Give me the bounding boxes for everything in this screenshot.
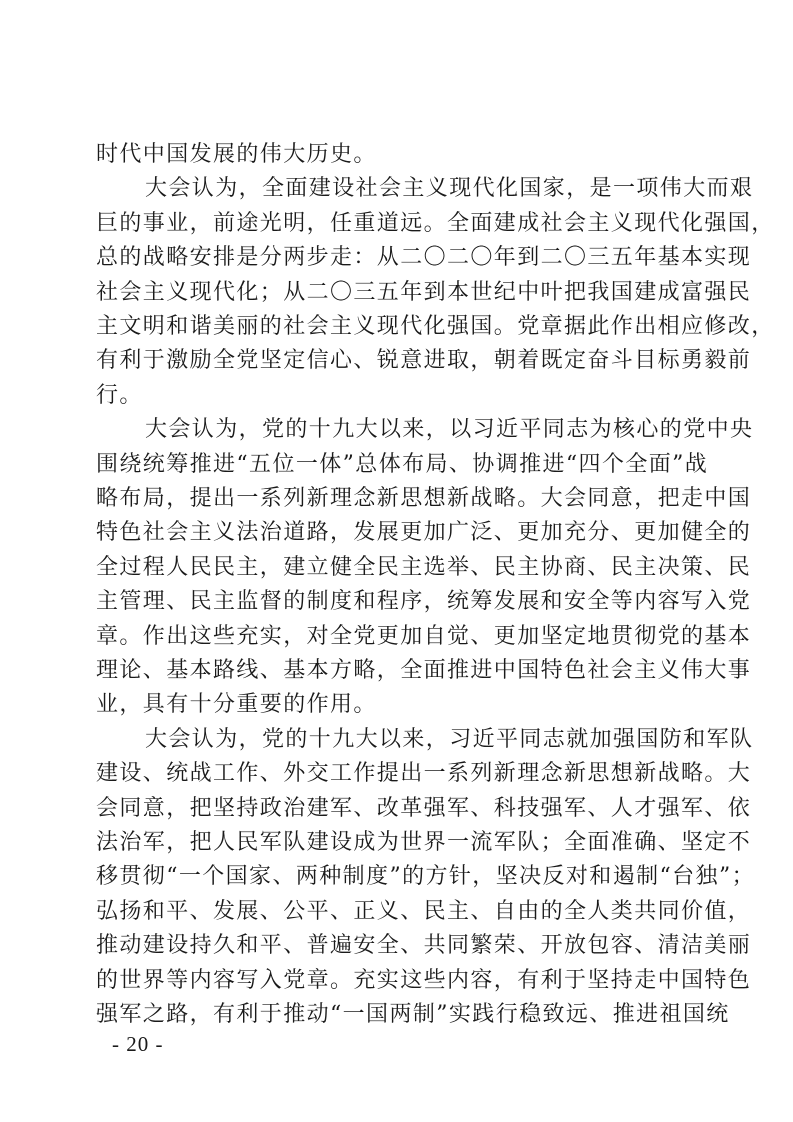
paragraph-first-line: 大会认为，党的十九大以来，习近平同志就加强国防和军队 <box>145 727 754 752</box>
text-line: 的世界等内容写入党章。充实这些内容，有利于坚持走中国特色 <box>96 968 752 993</box>
text-line: 主文明和谐美丽的社会主义现代化强国。党章据此作出相应修改， <box>96 314 775 339</box>
text-line: 时代中国发展的伟大历史。 <box>96 142 377 167</box>
text-line: 会同意，把坚持政治建军、改革强军、科技强军、人才强军、依 <box>96 796 752 821</box>
text-line: 强军之路，有利于推动“一国两制”实践行稳致远、推进祖国统 <box>96 1002 730 1027</box>
text-line: 弘扬和平、发展、公平、正义、民主、自由的全人类共同价值， <box>96 899 752 924</box>
text-line: 法治军，把人民军队建设成为世界一流军队；全面准确、坚定不 <box>96 830 752 855</box>
text-line: 主管理、民主监督的制度和程序，统筹发展和安全等内容写入党 <box>96 589 752 614</box>
text-line: 特色社会主义法治道路，发展更加广泛、更加充分、更加健全的 <box>96 520 752 545</box>
text-line: 略布局，提出一系列新理念新思想新战略。大会同意，把走中国 <box>96 486 752 511</box>
text-line: 业，具有十分重要的作用。 <box>96 692 377 717</box>
text-line: 社会主义现代化；从二〇三五年到本世纪中叶把我国建成富强民 <box>96 280 752 305</box>
paragraph-first-line: 大会认为，党的十九大以来，以习近平同志为核心的党中央 <box>145 417 754 442</box>
text-line: 围绕统筹推进“五位一体”总体布局、协调推进“四个全面”战 <box>96 452 709 477</box>
text-line: 有利于激励全党坚定信心、锐意进取，朝着既定奋斗目标勇毅前 <box>96 348 752 373</box>
text-line: 巨的事业，前途光明，任重道远。全面建成社会主义现代化强国， <box>96 211 775 236</box>
text-line: 建设、统战工作、外交工作提出一系列新理念新思想新战略。大 <box>96 761 752 786</box>
paragraph-first-line: 大会认为，全面建设社会主义现代化国家，是一项伟大而艰 <box>145 176 754 201</box>
text-line: 理论、基本路线、基本方略，全面推进中国特色社会主义伟大事 <box>96 658 752 683</box>
text-line: 总的战略安排是分两步走：从二〇二〇年到二〇三五年基本实现 <box>96 245 752 270</box>
page-number: - 20 - <box>112 1032 164 1056</box>
text-line: 全过程人民民主，建立健全民主选举、民主协商、民主决策、民 <box>96 555 752 580</box>
text-line: 行。 <box>96 383 143 408</box>
text-line: 章。作出这些充实，对全党更加自觉、更加坚定地贯彻党的基本 <box>96 624 752 649</box>
text-line: 移贯彻“一个国家、两种制度”的方针，坚决反对和遏制“台独”； <box>96 864 755 889</box>
text-line: 推动建设持久和平、普遍安全、共同繁荣、开放包容、清洁美丽 <box>96 933 752 958</box>
